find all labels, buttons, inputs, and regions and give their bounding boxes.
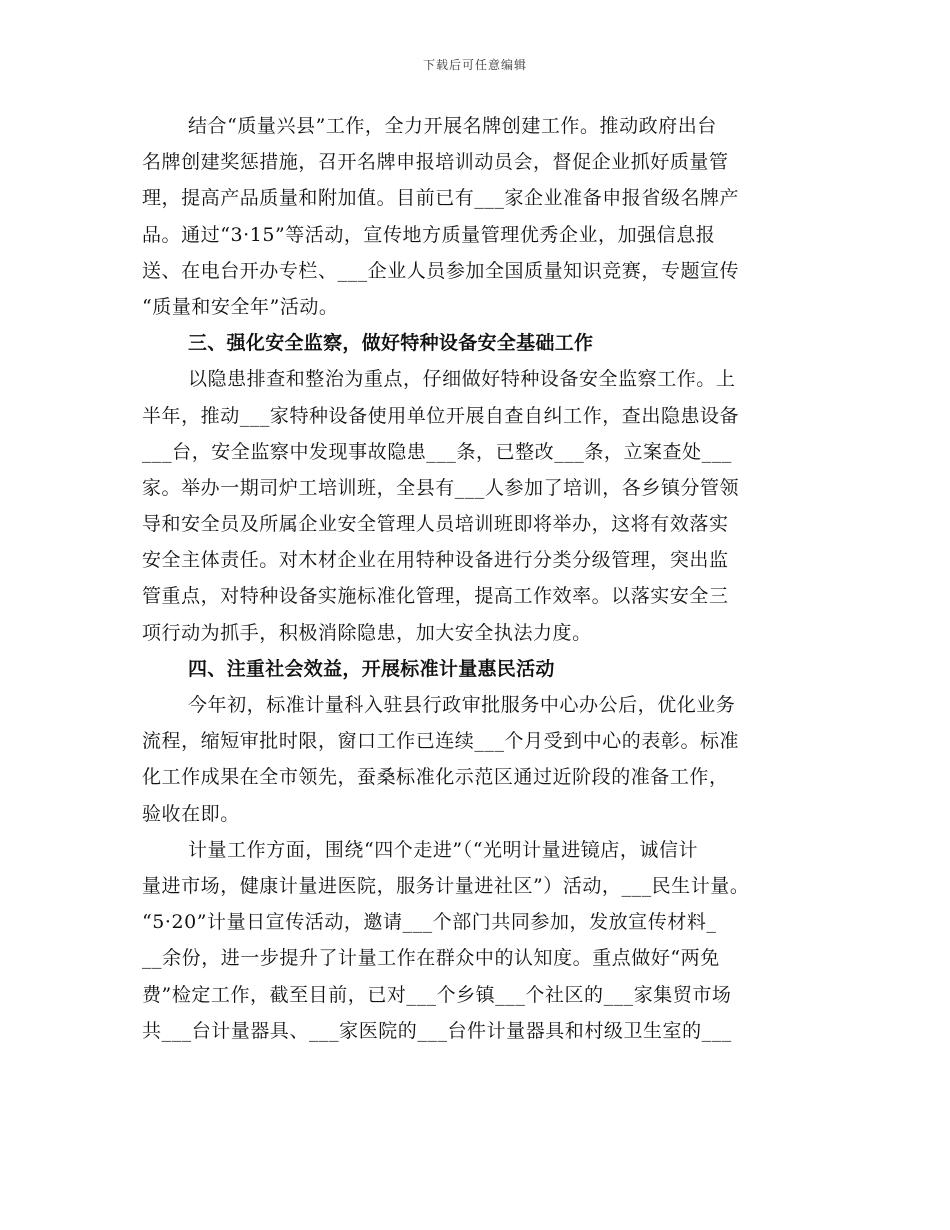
section-heading: 四、注重社会效益，开展标准计量惠民活动 [188, 657, 555, 680]
document-body [142, 108, 814, 1049]
paragraph-line: 名牌创建奖惩措施，召开名牌申报培训动员会，督促企业抓好质量管 [142, 151, 729, 174]
paragraph-line: 理，提高产品质量和附加值。目前已有___家企业准备申报省级名牌产 [142, 187, 740, 210]
paragraph-line: 流程，缩短审批时限，窗口工作已连续___个月受到中心的表彰。标准 [142, 730, 740, 753]
paragraph-line: 送、在电台开办专栏、___企业人员参加全国质量知识竞赛，专题宣传 [142, 259, 740, 282]
paragraph-line: 量进市场，健康计量进医院，服务计量进社区”）活动，___民生计量。 [142, 874, 750, 897]
paragraph-line: 验收在即。 [142, 802, 240, 825]
paragraph-line: 今年初，标准计量科入驻县行政审批服务中心办公后，优化业务 [188, 694, 736, 716]
paragraph-line: 导和安全员及所属企业安全管理人员培训班即将举办，这将有效落实 [142, 513, 729, 536]
paragraph-line: 管重点，对特种设备实施标准化管理，提高工作效率。以落实安全三 [142, 585, 729, 608]
paragraph-line: 安全主体责任。对木材企业在用特种设备进行分类分级管理，突出监 [142, 549, 729, 572]
paragraph-line: 化工作成果在全市领先，蚕桑标准化示范区通过近阶段的准备工作， [142, 766, 729, 789]
paragraph-line: 家。举办一期司炉工培训班，全县有___人参加了培训，各乡镇分管领 [142, 476, 740, 499]
section-heading: 三、强化安全监察，做好特种设备安全基础工作 [188, 332, 594, 355]
paragraph-line: “质量和安全年”活动。 [142, 295, 339, 318]
paragraph-line: __余份，进一步提升了计量工作在群众中的认知度。重点做好“两免 [142, 947, 720, 970]
paragraph-line: “5·20”计量日宣传活动，邀请___个部门共同参加，发放宣传材料_ [142, 911, 717, 934]
paragraph-line: 计量工作方面，围绕“四个走进”（“光明计量进镜店，诚信计 [188, 838, 699, 861]
paragraph-line: 共___台计量器具、___家医院的___台件计量器具和村级卫生室的___ [142, 1019, 732, 1042]
page-header: 下载后可任意编辑 [422, 58, 527, 72]
paragraph-line: 半年，推动___家特种设备使用单位开展自查自纠工作，查出隐患设备 [142, 404, 740, 427]
paragraph-line: ___台，安全监察中发现事故隐患___条，已整改___条，立案查处___ [142, 440, 732, 463]
paragraph-line: 结合“质量兴县”工作，全力开展名牌创建工作。推动政府出台 [188, 115, 717, 137]
paragraph-line: 以隐患排查和整治为重点，仔细做好特种设备安全监察工作。上 [188, 368, 736, 391]
paragraph-line: 费”检定工作，截至目前，已对___个乡镇___个社区的___家集贸市场 [142, 983, 732, 1006]
paragraph-line: 项行动为抓手，积极消除隐患，加大安全执法力度。 [142, 621, 592, 644]
paragraph-line: 品。通过“3·15”等活动，宣传地方质量管理优秀企业，加强信息报 [142, 223, 716, 246]
